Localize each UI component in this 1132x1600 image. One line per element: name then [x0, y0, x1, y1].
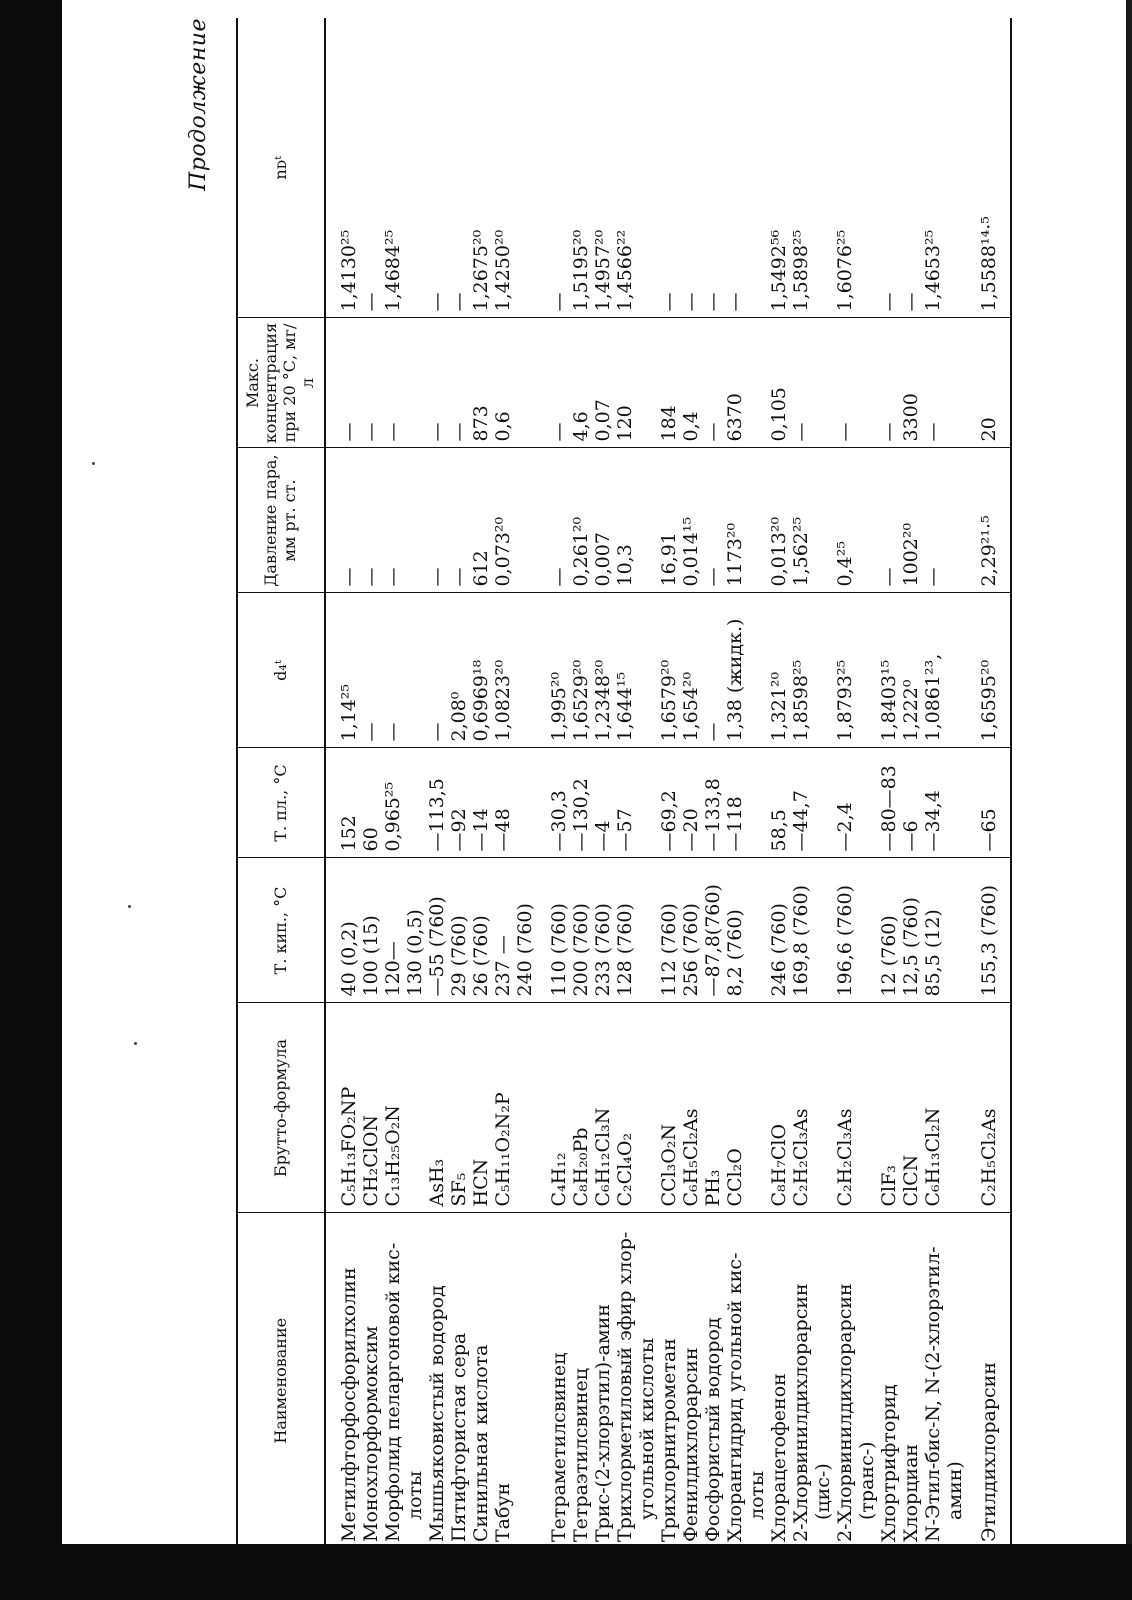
row-refractive-index: —	[448, 18, 470, 318]
row-vapor-pressure: 1173²⁰	[724, 448, 746, 593]
table-row	[360, 18, 382, 1548]
row-name: Монохлорформоксим	[359, 1325, 382, 1542]
row-name: Этилдихлорарсин	[966, 1213, 1011, 1548]
row-formula: CH₂ClON	[360, 1003, 382, 1213]
row-vapor-pressure: 16,91	[658, 448, 680, 593]
header-vapor-pressure: Давление пара, мм рт. ст.	[237, 448, 325, 593]
row-melting-point: 58,5	[768, 748, 790, 858]
row-melting-point: —30,3	[536, 748, 570, 858]
row-vapor-pressure: —	[922, 448, 944, 593]
row-density: 1,38 (жидк.)	[724, 593, 746, 748]
row-refractive-index: 1,5588¹⁴·⁵	[966, 18, 1011, 318]
row-density: 1,6529²⁰	[570, 593, 592, 748]
row-formula: C₅H₁₁O₂N₂P	[492, 1003, 514, 1213]
continued-label: Продолжение	[186, 18, 211, 191]
row-max-concentration	[514, 318, 536, 448]
row-name: Хлорангидрид угольной кис-	[723, 1252, 746, 1542]
row-melting-point: —4	[592, 748, 614, 858]
row-formula: C₈H₂₀Pb	[570, 1003, 592, 1213]
row-vapor-pressure: —	[360, 448, 382, 593]
row-refractive-index	[812, 18, 834, 318]
row-max-concentration: 0,6	[492, 318, 514, 448]
row-name: Трихлорметиловый эфир хлор-	[613, 1231, 636, 1542]
row-density: 1,0823²⁰	[492, 593, 514, 748]
row-name: Хлорциан	[899, 1443, 922, 1542]
table-row	[812, 18, 834, 1548]
row-vapor-pressure: 0,261²⁰	[570, 448, 592, 593]
row-boiling-point: 12,5 (760)	[900, 858, 922, 1003]
row-formula	[636, 1003, 658, 1213]
scan-edge-bottom	[0, 1544, 1132, 1600]
row-refractive-index	[514, 18, 536, 318]
row-refractive-index	[404, 18, 426, 318]
row-melting-point: —20	[680, 748, 702, 858]
row-name: Фосфористый водород	[701, 1317, 724, 1542]
table-row	[878, 18, 900, 1548]
row-boiling-point: 240 (760)	[514, 858, 536, 1003]
row-name-continuation: амин)	[943, 1461, 966, 1520]
row-density: 0,6969¹⁸	[470, 593, 492, 748]
row-refractive-index: 1,5195²⁰	[570, 18, 592, 318]
table-row	[636, 18, 658, 1548]
row-boiling-point: 233 (760)	[592, 858, 614, 1003]
row-refractive-index	[944, 18, 966, 318]
row-vapor-pressure	[812, 448, 834, 593]
row-melting-point: 152	[325, 748, 360, 858]
row-refractive-index: 1,4684²⁵	[382, 18, 404, 318]
row-density: —	[382, 593, 404, 748]
row-refractive-index: —	[680, 18, 702, 318]
row-vapor-pressure: 0,073²⁰	[492, 448, 514, 593]
row-vapor-pressure	[636, 448, 658, 593]
row-formula: ClCN	[900, 1003, 922, 1213]
row-melting-point: —34,4	[922, 748, 944, 858]
row-name: Фенилдихлорарсин	[679, 1347, 702, 1542]
row-max-concentration: —	[382, 318, 404, 448]
row-vapor-pressure: —	[536, 448, 570, 593]
table-row	[922, 18, 944, 1548]
row-melting-point: —113,5	[426, 748, 448, 858]
row-boiling-point: 40 (0,2)	[325, 858, 360, 1003]
row-max-concentration: —	[790, 318, 812, 448]
row-name	[636, 1213, 658, 1548]
row-vapor-pressure	[856, 448, 878, 593]
row-formula	[514, 1003, 536, 1213]
table-row	[325, 18, 360, 1548]
row-density: 1,6595²⁰	[966, 593, 1011, 748]
row-density: 1,644¹⁵	[614, 593, 636, 748]
row-melting-point: 0,965²⁵	[382, 748, 404, 858]
row-max-concentration: —	[325, 318, 360, 448]
table-row	[746, 18, 768, 1548]
row-formula: CCl₂O	[724, 1003, 746, 1213]
row-formula: ClF₃	[878, 1003, 900, 1213]
row-max-concentration: —	[702, 318, 724, 448]
row-melting-point	[514, 748, 536, 858]
row-density: 1,2348²⁰	[592, 593, 614, 748]
row-boiling-point: —55 (760)	[426, 858, 448, 1003]
row-vapor-pressure: —	[448, 448, 470, 593]
row-refractive-index: —	[360, 18, 382, 318]
row-max-concentration: 20	[966, 318, 1011, 448]
row-vapor-pressure: 0,013²⁰	[768, 448, 790, 593]
row-vapor-pressure: 1,562²⁵	[790, 448, 812, 593]
row-refractive-index: —	[900, 18, 922, 318]
row-name	[944, 1213, 966, 1548]
row-vapor-pressure: 2,29²¹·⁵	[966, 448, 1011, 593]
row-formula	[404, 1003, 426, 1213]
table-row	[944, 18, 966, 1548]
row-formula	[812, 1003, 834, 1213]
row-melting-point	[404, 748, 426, 858]
row-melting-point: —133,8	[702, 748, 724, 858]
row-boiling-point: 130 (0,5)	[404, 858, 426, 1003]
scan-speck	[92, 462, 95, 465]
header-refractive-index: nᴅᵗ	[237, 18, 325, 318]
row-refractive-index: —	[878, 18, 900, 318]
row-density	[514, 593, 536, 748]
row-refractive-index: —	[536, 18, 570, 318]
row-name-continuation: угольной кислоты	[635, 1337, 658, 1520]
row-max-concentration	[856, 318, 878, 448]
row-name-continuation: (транс-)	[855, 1441, 878, 1520]
row-density: 1,654²⁰	[680, 593, 702, 748]
rotated-page	[180, 18, 1132, 1548]
row-name: Морфолид пеларгоновой кис-	[381, 1242, 404, 1542]
row-formula: C₂H₂Cl₃As	[790, 1003, 812, 1213]
row-density: 1,321²⁰	[768, 593, 790, 748]
row-name	[812, 1213, 834, 1548]
row-max-concentration	[636, 318, 658, 448]
row-formula: SF₅	[448, 1003, 470, 1213]
row-boiling-point: 12 (760)	[878, 858, 900, 1003]
row-density: 1,222⁰	[900, 593, 922, 748]
table-header-row	[237, 18, 325, 1548]
header-name: Наименование	[237, 1213, 325, 1548]
row-refractive-index: 1,4653²⁵	[922, 18, 944, 318]
row-melting-point: —130,2	[570, 748, 592, 858]
row-refractive-index: —	[702, 18, 724, 318]
row-vapor-pressure: 612	[470, 448, 492, 593]
row-refractive-index: 1,4130²⁵	[325, 18, 360, 318]
header-melting-point: Т. пл., °С	[237, 748, 325, 858]
row-vapor-pressure: 0,4²⁵	[834, 448, 856, 593]
row-density: 1,8793²⁵	[834, 593, 856, 748]
row-name: Трис-(2-хлорэтил)-амин	[591, 1303, 614, 1542]
row-boiling-point	[746, 858, 768, 1003]
row-vapor-pressure: —	[382, 448, 404, 593]
row-max-concentration: 0,105	[768, 318, 790, 448]
row-melting-point: 60	[360, 748, 382, 858]
row-formula: C₂H₂Cl₃As	[834, 1003, 856, 1213]
scan-speck	[134, 1042, 137, 1045]
row-max-concentration: 184	[658, 318, 680, 448]
row-vapor-pressure	[746, 448, 768, 593]
row-boiling-point: —87,8(760)	[702, 858, 724, 1003]
row-vapor-pressure	[404, 448, 426, 593]
row-boiling-point	[812, 858, 834, 1003]
table-row	[680, 18, 702, 1548]
row-boiling-point: 246 (760)	[768, 858, 790, 1003]
row-melting-point: —57	[614, 748, 636, 858]
table-row	[790, 18, 812, 1548]
row-boiling-point: 128 (760)	[614, 858, 636, 1003]
row-formula: AsH₃	[426, 1003, 448, 1213]
row-name: N-Этил-бис-N, N-(2-хлорэтил-	[921, 1246, 944, 1542]
row-vapor-pressure: —	[702, 448, 724, 593]
row-boiling-point: 110 (760)	[536, 858, 570, 1003]
table-row	[470, 18, 492, 1548]
row-melting-point: —92	[448, 748, 470, 858]
row-max-concentration: —	[448, 318, 470, 448]
row-boiling-point: 169,8 (760)	[790, 858, 812, 1003]
row-name	[404, 1213, 426, 1548]
row-boiling-point: 85,5 (12)	[922, 858, 944, 1003]
row-density: 1,995²⁰	[536, 593, 570, 748]
table-row	[702, 18, 724, 1548]
row-boiling-point: 120—	[382, 858, 404, 1003]
table-row	[536, 18, 570, 1548]
row-density	[812, 593, 834, 748]
table-row	[448, 18, 470, 1548]
row-boiling-point: 100 (15)	[360, 858, 382, 1003]
row-max-concentration: —	[536, 318, 570, 448]
row-max-concentration	[944, 318, 966, 448]
row-max-concentration: 4,6	[570, 318, 592, 448]
row-melting-point: —69,2	[658, 748, 680, 858]
row-vapor-pressure: —	[426, 448, 448, 593]
row-name: Метилфторфосфорилхолин	[337, 1267, 360, 1542]
row-density: 1,14²⁵	[325, 593, 360, 748]
row-name: Тетраэтилсвинец	[569, 1368, 592, 1542]
table-row	[856, 18, 878, 1548]
row-name: Хлорацетофенон	[767, 1373, 790, 1542]
row-melting-point	[746, 748, 768, 858]
row-refractive-index: 1,4957²⁰	[592, 18, 614, 318]
row-formula: C₆H₁₃Cl₂N	[922, 1003, 944, 1213]
row-name: 2-Хлорвинилдихлорарсин	[833, 1283, 856, 1542]
table-row	[900, 18, 922, 1548]
header-max-concentration: Макс. концентрация при 20 °С, мг/л	[237, 318, 325, 448]
row-formula: C₆H₅Cl₂As	[680, 1003, 702, 1213]
row-formula: PH₃	[702, 1003, 724, 1213]
row-refractive-index: 1,4250²⁰	[492, 18, 514, 318]
row-formula: C₂H₅Cl₂As	[966, 1003, 1011, 1213]
row-refractive-index	[636, 18, 658, 318]
row-formula: CCl₃O₂N	[658, 1003, 680, 1213]
row-density: 1,0861²³,	[922, 593, 944, 748]
row-formula	[944, 1003, 966, 1213]
table-row	[768, 18, 790, 1548]
row-refractive-index: 1,6076²⁵	[834, 18, 856, 318]
row-name: Пятифтористая сера	[447, 1332, 470, 1542]
row-max-concentration: —	[878, 318, 900, 448]
row-max-concentration: 873	[470, 318, 492, 448]
row-density	[404, 593, 426, 748]
row-density: 1,8598²⁵	[790, 593, 812, 748]
table-row	[724, 18, 746, 1548]
row-vapor-pressure	[514, 448, 536, 593]
row-boiling-point: 8,2 (760)	[724, 858, 746, 1003]
row-name: Хлортрифторид	[877, 1384, 900, 1542]
row-boiling-point: 29 (760)	[448, 858, 470, 1003]
row-name: Трихлорнитрометан	[657, 1338, 680, 1542]
row-vapor-pressure	[944, 448, 966, 593]
table-body	[325, 18, 1011, 1548]
row-name-continuation: лоты	[403, 1470, 426, 1520]
row-formula: C₂Cl₄O₂	[614, 1003, 636, 1213]
table-row	[382, 18, 404, 1548]
row-density	[746, 593, 768, 748]
row-max-concentration: —	[360, 318, 382, 448]
row-max-concentration: 120	[614, 318, 636, 448]
row-density: —	[702, 593, 724, 748]
row-max-concentration: 6370	[724, 318, 746, 448]
row-refractive-index: —	[724, 18, 746, 318]
row-vapor-pressure: 1002²⁰	[900, 448, 922, 593]
row-melting-point	[856, 748, 878, 858]
table-row	[614, 18, 636, 1548]
table-row	[834, 18, 856, 1548]
row-density	[944, 593, 966, 748]
row-name	[746, 1213, 768, 1548]
header-boiling-point: Т. кип., °С	[237, 858, 325, 1003]
row-name	[856, 1213, 878, 1548]
table-row	[426, 18, 448, 1548]
row-melting-point	[944, 748, 966, 858]
row-refractive-index: 1,2675²⁰	[470, 18, 492, 318]
row-density: 2,08⁰	[448, 593, 470, 748]
row-max-concentration: —	[834, 318, 856, 448]
row-name	[514, 1213, 536, 1548]
header-formula: Брутто-формула	[237, 1003, 325, 1213]
row-max-concentration	[812, 318, 834, 448]
row-boiling-point: 112 (760)	[658, 858, 680, 1003]
row-melting-point: —48	[492, 748, 514, 858]
row-boiling-point: 196,6 (760)	[834, 858, 856, 1003]
row-max-concentration: 3300	[900, 318, 922, 448]
row-density	[636, 593, 658, 748]
row-name: Синильная кислота	[469, 1344, 492, 1542]
row-boiling-point: 200 (760)	[570, 858, 592, 1003]
row-formula: C₆H₁₂Cl₃N	[592, 1003, 614, 1213]
row-formula: HCN	[470, 1003, 492, 1213]
row-vapor-pressure: —	[325, 448, 360, 593]
table-row	[514, 18, 536, 1548]
row-density: —	[360, 593, 382, 748]
row-refractive-index: 1,5492⁵⁶	[768, 18, 790, 318]
row-melting-point: —44,7	[790, 748, 812, 858]
row-refractive-index	[746, 18, 768, 318]
table-row	[404, 18, 426, 1548]
row-density: 1,6579²⁰	[658, 593, 680, 748]
row-melting-point: —14	[470, 748, 492, 858]
row-formula: C₅H₁₃FO₂NP	[325, 1003, 360, 1213]
row-boiling-point: 256 (760)	[680, 858, 702, 1003]
row-melting-point: —65	[966, 748, 1011, 858]
row-melting-point: —2,4	[834, 748, 856, 858]
row-max-concentration	[404, 318, 426, 448]
row-vapor-pressure: 10,3	[614, 448, 636, 593]
row-formula: C₄H₁₂	[536, 1003, 570, 1213]
row-name-continuation: лоты	[745, 1470, 768, 1520]
table-row	[492, 18, 514, 1548]
compound-table	[236, 18, 1012, 1548]
row-formula: C₁₃H₂₅O₂N	[382, 1003, 404, 1213]
row-boiling-point	[944, 858, 966, 1003]
row-name: Табун	[491, 1482, 514, 1542]
header-density: d₄ᵗ	[237, 593, 325, 748]
row-melting-point: —80—83	[878, 748, 900, 858]
row-density: —	[426, 593, 448, 748]
row-formula	[856, 1003, 878, 1213]
row-melting-point	[812, 748, 834, 858]
row-max-concentration	[746, 318, 768, 448]
row-vapor-pressure: —	[878, 448, 900, 593]
row-name: Тетраметилсвинец	[547, 1352, 570, 1542]
row-melting-point: —118	[724, 748, 746, 858]
row-name: 2-Хлорвинилдихлорарсин	[789, 1283, 812, 1542]
row-max-concentration: 0,4	[680, 318, 702, 448]
row-refractive-index	[856, 18, 878, 318]
row-refractive-index: 1,5898²⁵	[790, 18, 812, 318]
row-density: 1,8403¹⁵	[878, 593, 900, 748]
scan-speck	[128, 905, 131, 908]
table-row	[570, 18, 592, 1548]
row-refractive-index: —	[426, 18, 448, 318]
table-row	[592, 18, 614, 1548]
row-max-concentration: —	[922, 318, 944, 448]
table-row	[658, 18, 680, 1548]
row-refractive-index: —	[658, 18, 680, 318]
row-boiling-point: 237 —	[492, 858, 514, 1003]
row-max-concentration: —	[426, 318, 448, 448]
row-melting-point: —6	[900, 748, 922, 858]
row-boiling-point: 26 (760)	[470, 858, 492, 1003]
row-formula	[746, 1003, 768, 1213]
row-boiling-point	[636, 858, 658, 1003]
row-melting-point	[636, 748, 658, 858]
row-boiling-point: 155,3 (760)	[966, 858, 1011, 1003]
row-boiling-point	[856, 858, 878, 1003]
row-density	[856, 593, 878, 748]
row-formula: C₈H₇ClO	[768, 1003, 790, 1213]
row-vapor-pressure: 0,007	[592, 448, 614, 593]
row-name-continuation: (цис-)	[811, 1463, 834, 1520]
row-max-concentration: 0,07	[592, 318, 614, 448]
row-name: Мышьяковистый водород	[425, 1285, 448, 1542]
row-vapor-pressure: 0,014¹⁵	[680, 448, 702, 593]
table-row	[966, 18, 1011, 1548]
scan-edge-left	[0, 0, 62, 1600]
row-refractive-index: 1,4566²²	[614, 18, 636, 318]
